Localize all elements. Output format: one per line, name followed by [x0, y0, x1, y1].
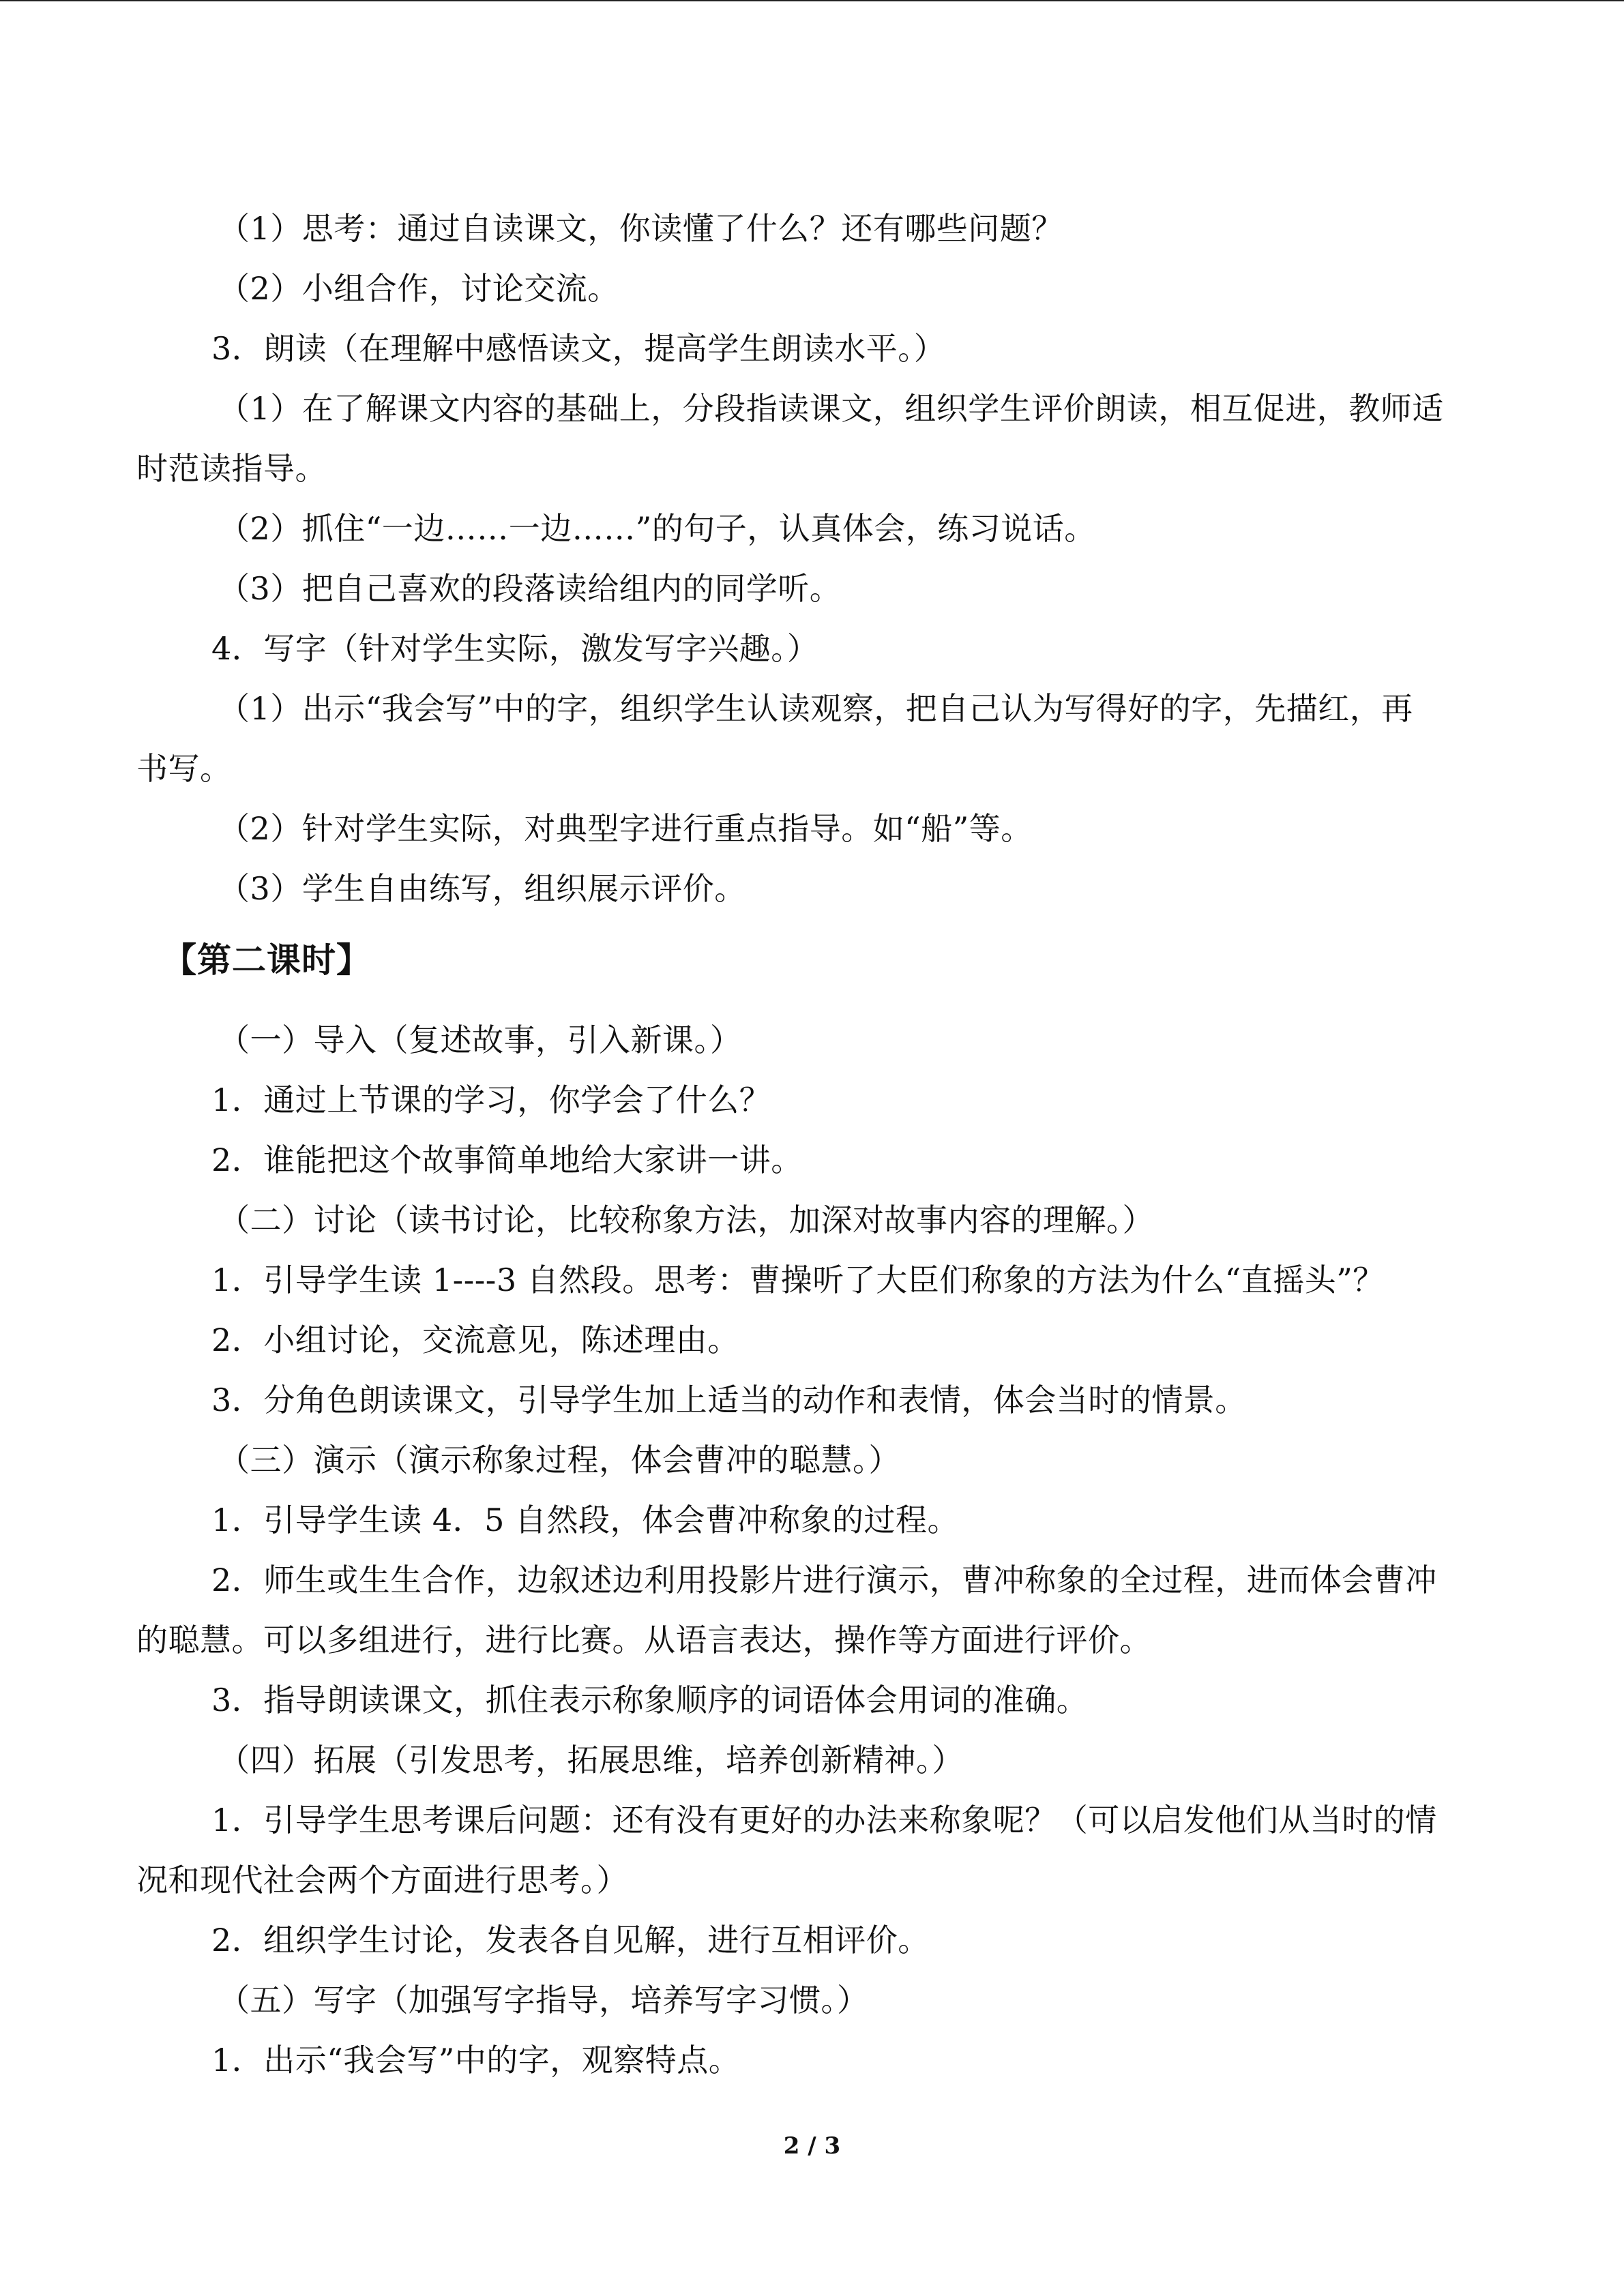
paragraph: 2．小组讨论，交流意见，陈述理由。 [211, 1322, 739, 1358]
paragraph: （1）思考：通过自读课文，你读懂了什么？还有哪些问题？ [218, 210, 1063, 247]
paragraph: （1）出示“我会写”中的字，组织学生认读观察，把自己认为写得好的字，先描红，再 [218, 690, 1413, 727]
paragraph: （三）演示（演示称象过程，体会曹冲的聪慧。） [218, 1442, 900, 1478]
paragraph: 1．出示“我会写”中的字，观察特点。 [211, 2042, 741, 2078]
paragraph-continuation: 的聪慧。可以多组进行，进行比赛。从语言表达，操作等方面进行评价。 [136, 1622, 1151, 1658]
paragraph: 3．朗读（在理解中感悟读文，提高学生朗读水平。） [211, 330, 946, 367]
paragraph: 1．引导学生读 4．5 自然段，体会曹冲称象的过程。 [211, 1502, 960, 1538]
paragraph: 2．师生或生生合作，边叙述边利用投影片进行演示，曹冲称象的全过程，进而体会曹冲 [211, 1562, 1437, 1598]
paragraph: （3）学生自由练写，组织展示评价。 [218, 870, 746, 907]
paragraph: 2．组织学生讨论，发表各自见解，进行互相评价。 [211, 1922, 930, 1958]
paragraph: 1．引导学生思考课后问题：还有没有更好的办法来称象呢？（可以启发他们从当时的情 [211, 1802, 1437, 1838]
paragraph: （1）在了解课文内容的基础上，分段指读课文，组织学生评价朗读，相互促进，教师适 [218, 390, 1444, 427]
paragraph-continuation: 时范读指导。 [136, 450, 327, 487]
paragraph: （2）针对学生实际，对典型字进行重点指导。如“船”等。 [218, 810, 1033, 847]
paragraph: 1．通过上节课的学习，你学会了什么？ [211, 1082, 771, 1118]
paragraph: 2．谁能把这个故事简单地给大家讲一讲。 [211, 1142, 803, 1178]
paragraph: （四）拓展（引发思考，拓展思维，培养创新精神。） [218, 1742, 964, 1778]
paragraph: （2）小组合作，讨论交流。 [218, 270, 619, 307]
paragraph: 3．指导朗读课文，抓住表示称象顺序的词语体会用词的准确。 [211, 1682, 1089, 1718]
section-heading: 【第二课时】 [162, 940, 371, 980]
page-number: 2 / 3 [783, 2132, 841, 2160]
paragraph-continuation: 书写。 [136, 750, 232, 787]
paragraph-continuation: 况和现代社会两个方面进行思考。） [136, 1862, 628, 1898]
paragraph: 3．分角色朗读课文，引导学生加上适当的动作和表情，体会当时的情景。 [211, 1382, 1247, 1418]
paragraph: （2）抓住“一边……一边……”的句子，认真体会，练习说话。 [218, 510, 1096, 547]
paragraph: （3）把自己喜欢的段落读给组内的同学听。 [218, 570, 842, 607]
paragraph: （五）写字（加强写字指导，培养写字习惯。） [218, 1982, 869, 2018]
paragraph: 4．写字（针对学生实际，激发写字兴趣。） [211, 630, 819, 667]
paragraph: （二）讨论（读书讨论，比较称象方法，加深对故事内容的理解。） [218, 1202, 1154, 1238]
paragraph: 1．引导学生读 1----3 自然段。思考：曹操听了大臣们称象的方法为什么“直摇头”？ [211, 1262, 1385, 1298]
paragraph: （一）导入（复述故事，引入新课。） [218, 1022, 742, 1058]
top-border-line [0, 0, 1624, 1]
